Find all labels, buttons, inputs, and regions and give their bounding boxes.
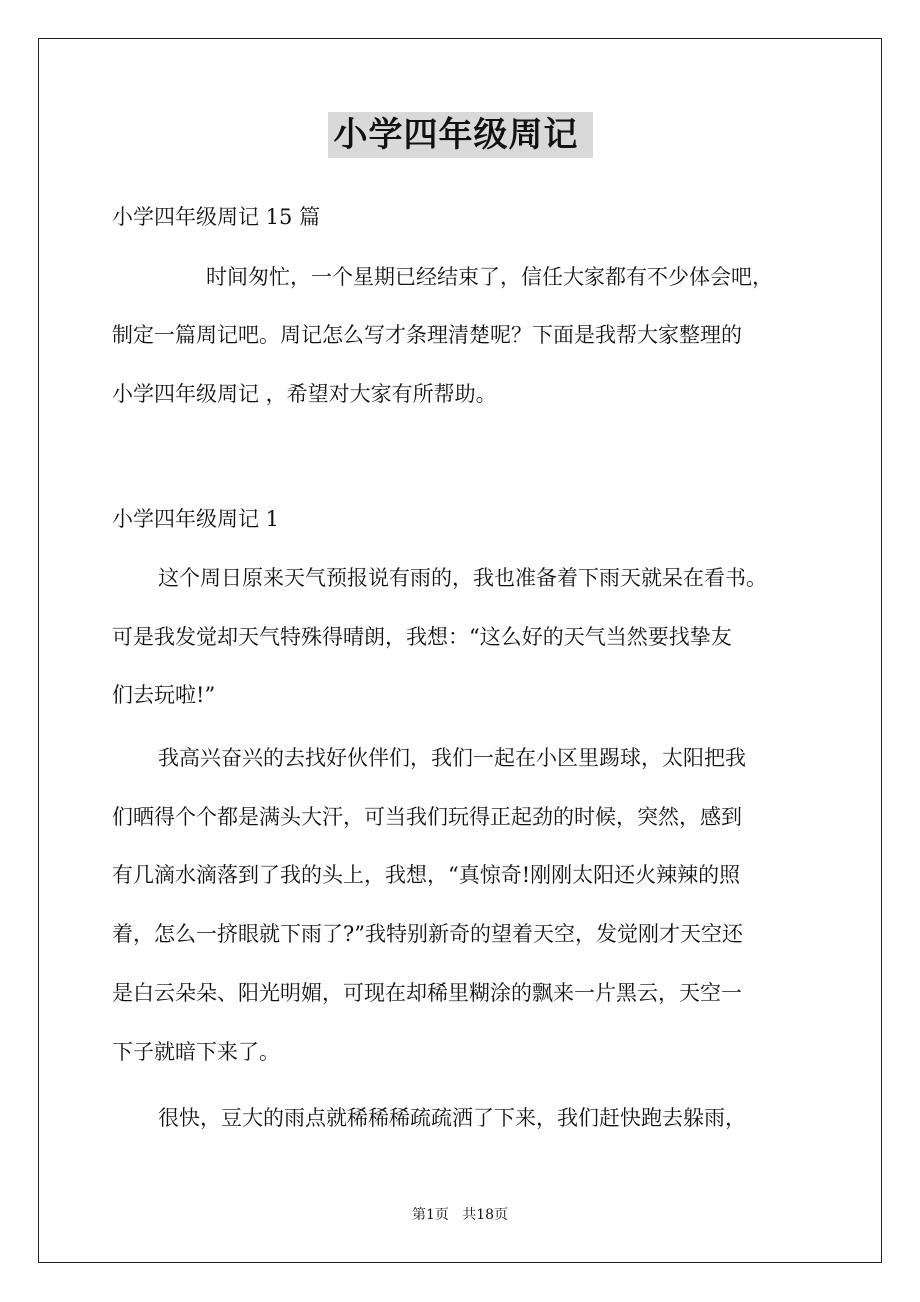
paragraph-2-line-4: 着，怎么一挤眼就下雨了?”我特别新奇的望着天空，发觉刚才天空还	[112, 922, 743, 946]
page-footer: 第1页 共18页	[411, 1207, 509, 1223]
doc-subtitle: 小学四年级周记 15 篇	[112, 205, 321, 229]
paragraph-2-line-6: 下子就暗下来了。	[112, 1040, 280, 1064]
paragraph-3-line-1: 很快，豆大的雨点就稀稀稀疏疏洒了下来，我们赶快跑去躲雨，	[158, 1106, 746, 1130]
intro-line-2: 制定一篇周记吧。周记怎么写才条理清楚呢？下面是我帮大家整理的	[112, 323, 742, 347]
intro-line-1: 时间匆忙，一个星期已经结束了，信任大家都有不少体会吧，	[206, 265, 773, 289]
paragraph-2-line-2: 们晒得个个都是满头大汗，可当我们玩得正起劲的时候，突然，感到	[112, 805, 742, 829]
section-heading-1: 小学四年级周记 1	[112, 507, 280, 531]
document-title: 小学四年级周记	[328, 112, 593, 158]
title-container	[0, 112, 920, 158]
paragraph-2-line-1: 我高兴奋兴的去找好伙伴们，我们一起在小区里踢球，太阳把我	[158, 746, 746, 770]
paragraph-1-line-3: 们去玩啦!”	[112, 683, 216, 707]
paragraph-2-line-5: 是白云朵朵、阳光明媚，可现在却稀里糊涂的飘来一片黑云，天空一	[112, 981, 742, 1005]
paragraph-2-line-3: 有几滴水滴落到了我的头上，我想，“真惊奇!刚刚太阳还火辣辣的照	[112, 863, 741, 887]
paragraph-1-line-1: 这个周日原来天气预报说有雨的，我也准备着下雨天就呆在看书。	[158, 566, 767, 590]
paragraph-1-line-2: 可是我发觉却天气特殊得晴朗，我想：“这么好的天气当然要找挚友	[112, 625, 732, 649]
intro-line-3: 小学四年级周记 ，希望对大家有所帮助。	[112, 382, 497, 406]
